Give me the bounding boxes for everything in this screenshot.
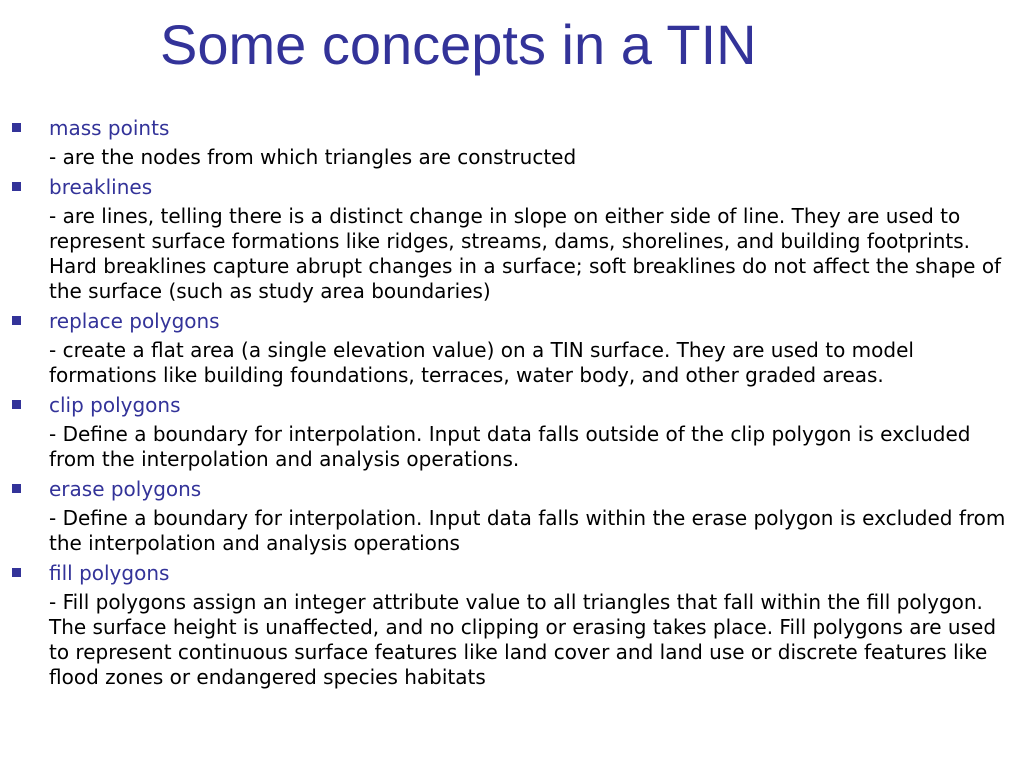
concept-description: - create a flat area (a single elevation value) on a TIN surface. They are used to model formations like building foundations, terraces, water body, and other graded areas. xyxy=(49,338,914,387)
square-bullet-icon xyxy=(12,568,21,577)
concept-description: - Define a boundary for interpolation. Input data falls outside of the clip polygon is excluded from the interpolation and analysis operations. xyxy=(49,422,971,471)
square-bullet-icon xyxy=(12,484,21,493)
concept-term: mass points xyxy=(49,116,170,140)
square-bullet-icon xyxy=(12,316,21,325)
concept-description: - are the nodes from which triangles are constructed xyxy=(49,145,577,169)
concept-breaklines xyxy=(0,173,1016,304)
concept-term: clip polygons xyxy=(49,393,181,417)
concept-mass-points xyxy=(0,114,1016,170)
concept-fill-polygons xyxy=(0,559,1016,690)
square-bullet-icon xyxy=(12,400,21,409)
concept-description: - are lines, telling there is a distinct change in slope on either side of line. They are used to represent surface formations like ridges, streams, dams, shorelines, and building footprints. Hard breaklines capture abrupt changes in a surface; soft breaklines do not affect the shape of the surface (such as study area boundaries) xyxy=(49,204,1002,303)
concept-erase-polygons xyxy=(0,475,1016,556)
concept-term: breaklines xyxy=(49,175,153,199)
concept-description: - Fill polygons assign an integer attribute value to all triangles that fall within the fill polygon. The surface height is unaffected, and no clipping or erasing takes place. Fill polygons are used to represent continuous surface features like land cover and land use or discrete features like flood zones or endangered species habitats xyxy=(49,590,997,689)
concept-description: - Define a boundary for interpolation. Input data falls within the erase polygon is excluded from the interpolation and analysis operations xyxy=(49,506,1006,555)
concept-term: replace polygons xyxy=(49,309,220,333)
concept-clip-polygons xyxy=(0,391,1016,472)
slide-title: Some concepts in a TIN xyxy=(160,13,757,76)
concept-list xyxy=(0,114,1016,693)
concept-replace-polygons xyxy=(0,307,1016,388)
square-bullet-icon xyxy=(12,123,21,132)
concept-term: erase polygons xyxy=(49,477,202,501)
square-bullet-icon xyxy=(12,182,21,191)
concept-term: fill polygons xyxy=(49,561,170,585)
